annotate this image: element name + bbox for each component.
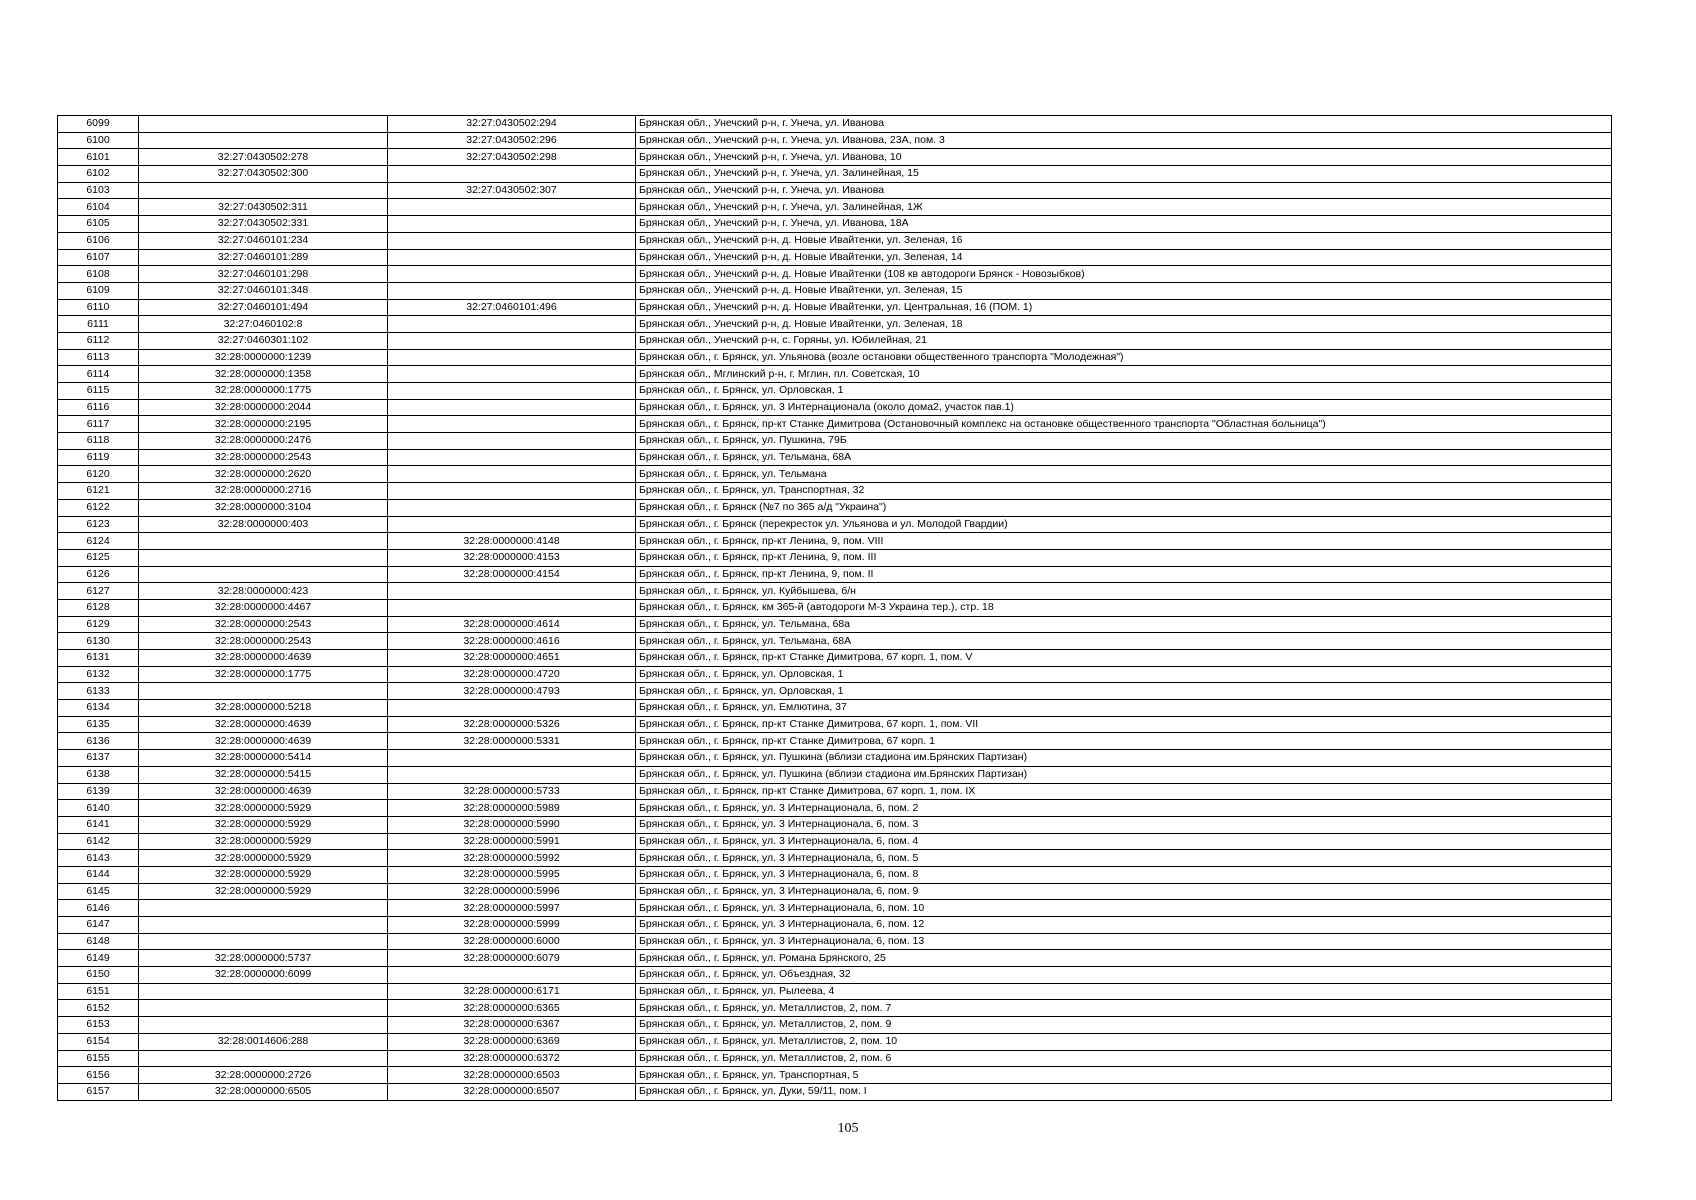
row-number-cell: 6114: [58, 366, 139, 383]
address-cell: Брянская обл., г. Брянск, ул. Романа Брянского, 25: [636, 950, 1612, 967]
land-cadastral-number-cell: 32:28:0000000:5414: [139, 750, 388, 767]
land-cadastral-number-cell: 32:28:0000000:5929: [139, 816, 388, 833]
object-cadastral-number-cell: 32:28:0000000:6079: [388, 950, 636, 967]
address-cell: Брянская обл., г. Брянск, ул. Ульянова (возле остановки общественного транспорта "Молодежная"): [636, 349, 1612, 366]
row-number-cell: 6113: [58, 349, 139, 366]
land-cadastral-number-cell: 32:28:0000000:5929: [139, 850, 388, 867]
object-cadastral-number-cell: [388, 750, 636, 767]
table-row: [58, 633, 1612, 650]
address-cell: Брянская обл., Унечский р-н, г. Унеча, ул. Иванова: [636, 182, 1612, 199]
table-row: [58, 116, 1612, 133]
address-cell: Брянская обл., Унечский р-н, д. Новые Ивайтенки, ул. Зеленая, 14: [636, 249, 1612, 266]
land-cadastral-number-cell: [139, 533, 388, 550]
land-cadastral-number-cell: [139, 900, 388, 917]
land-cadastral-number-cell: 32:28:0000000:423: [139, 583, 388, 600]
table-row: [58, 1017, 1612, 1034]
address-cell: Брянская обл., г. Брянск, пр-кт Станке Димитрова, 67 корп. 1, пом. V: [636, 650, 1612, 667]
address-cell: Брянская обл., Унечский р-н, г. Унеча, ул. Залинейная, 1Ж: [636, 199, 1612, 216]
address-cell: Брянская обл., г. Брянск, ул. Орловская, 1: [636, 383, 1612, 400]
land-cadastral-number-cell: 32:27:0460301:102: [139, 332, 388, 349]
table-row: [58, 299, 1612, 316]
object-cadastral-number-cell: [388, 232, 636, 249]
address-cell: Брянская обл., г. Брянск, ул. 3 Интернационала, 6, пом. 4: [636, 833, 1612, 850]
row-number-cell: 6129: [58, 616, 139, 633]
object-cadastral-number-cell: [388, 766, 636, 783]
land-cadastral-number-cell: 32:28:0000000:1358: [139, 366, 388, 383]
land-cadastral-number-cell: 32:27:0460101:348: [139, 282, 388, 299]
object-cadastral-number-cell: 32:28:0000000:5991: [388, 833, 636, 850]
row-number-cell: 6130: [58, 633, 139, 650]
object-cadastral-number-cell: 32:28:0000000:6372: [388, 1050, 636, 1067]
land-cadastral-number-cell: 32:28:0000000:5929: [139, 866, 388, 883]
row-number-cell: 6154: [58, 1033, 139, 1050]
address-cell: Брянская обл., Унечский р-н, г. Унеча, ул. Иванова, 10: [636, 149, 1612, 166]
table-row: [58, 483, 1612, 500]
table-row: [58, 366, 1612, 383]
land-cadastral-number-cell: 32:28:0000000:2543: [139, 633, 388, 650]
land-cadastral-number-cell: 32:28:0000000:4639: [139, 783, 388, 800]
object-cadastral-number-cell: 32:28:0000000:5995: [388, 866, 636, 883]
object-cadastral-number-cell: 32:28:0000000:6365: [388, 1000, 636, 1017]
table-row: [58, 182, 1612, 199]
address-cell: Брянская обл., г. Брянск, ул. 3 Интернационала, 6, пом. 12: [636, 917, 1612, 934]
land-cadastral-number-cell: 32:27:0430502:311: [139, 199, 388, 216]
land-cadastral-number-cell: [139, 116, 388, 133]
row-number-cell: 6117: [58, 416, 139, 433]
row-number-cell: 6099: [58, 116, 139, 133]
object-cadastral-number-cell: [388, 349, 636, 366]
row-number-cell: 6146: [58, 900, 139, 917]
table-row: [58, 332, 1612, 349]
object-cadastral-number-cell: [388, 316, 636, 333]
address-cell: Брянская обл., г. Брянск, ул. Пушкина (вблизи стадиона им.Брянских Партизан): [636, 766, 1612, 783]
land-cadastral-number-cell: 32:28:0014606:288: [139, 1033, 388, 1050]
object-cadastral-number-cell: [388, 282, 636, 299]
table-row: [58, 516, 1612, 533]
row-number-cell: 6136: [58, 733, 139, 750]
object-cadastral-number-cell: 32:28:0000000:5990: [388, 816, 636, 833]
land-cadastral-number-cell: 32:28:0000000:4639: [139, 716, 388, 733]
row-number-cell: 6124: [58, 533, 139, 550]
row-number-cell: 6144: [58, 866, 139, 883]
row-number-cell: 6157: [58, 1083, 139, 1100]
row-number-cell: 6152: [58, 1000, 139, 1017]
object-cadastral-number-cell: 32:28:0000000:5989: [388, 800, 636, 817]
table-row: [58, 349, 1612, 366]
row-number-cell: 6149: [58, 950, 139, 967]
object-cadastral-number-cell: [388, 383, 636, 400]
row-number-cell: 6108: [58, 266, 139, 283]
land-cadastral-number-cell: 32:28:0000000:2476: [139, 433, 388, 450]
land-cadastral-number-cell: 32:28:0000000:6505: [139, 1083, 388, 1100]
table-row: [58, 466, 1612, 483]
row-number-cell: 6139: [58, 783, 139, 800]
object-cadastral-number-cell: [388, 249, 636, 266]
address-cell: Брянская обл., г. Брянск (перекресток ул. Ульянова и ул. Молодой Гвардии): [636, 516, 1612, 533]
table-row: [58, 433, 1612, 450]
row-number-cell: 6105: [58, 216, 139, 233]
land-cadastral-number-cell: 32:28:0000000:5218: [139, 700, 388, 717]
table-row: [58, 650, 1612, 667]
address-cell: Брянская обл., Унечский р-н, д. Новые Ивайтенки (108 кв автодороги Брянск - Новозыбков): [636, 266, 1612, 283]
object-cadastral-number-cell: 32:27:0430502:296: [388, 132, 636, 149]
table-row: [58, 917, 1612, 934]
address-cell: Брянская обл., Унечский р-н, г. Унеча, ул. Иванова, 18А: [636, 216, 1612, 233]
land-cadastral-number-cell: 32:28:0000000:5929: [139, 833, 388, 850]
land-cadastral-number-cell: 32:28:0000000:5929: [139, 800, 388, 817]
land-cadastral-number-cell: 32:28:0000000:2195: [139, 416, 388, 433]
row-number-cell: 6131: [58, 650, 139, 667]
row-number-cell: 6137: [58, 750, 139, 767]
land-cadastral-number-cell: 32:28:0000000:4639: [139, 733, 388, 750]
object-cadastral-number-cell: [388, 216, 636, 233]
address-cell: Брянская обл., г. Брянск, пр-кт Станке Димитрова, 67 корп. 1, пом. IX: [636, 783, 1612, 800]
object-cadastral-number-cell: 32:28:0000000:6507: [388, 1083, 636, 1100]
address-cell: Брянская обл., Мглинский р-н, г. Мглин, пл. Советская, 10: [636, 366, 1612, 383]
row-number-cell: 6115: [58, 383, 139, 400]
row-number-cell: 6112: [58, 332, 139, 349]
object-cadastral-number-cell: 32:28:0000000:6369: [388, 1033, 636, 1050]
table-row: [58, 383, 1612, 400]
address-cell: Брянская обл., г. Брянск, ул. Транспортная, 32: [636, 483, 1612, 500]
land-cadastral-number-cell: [139, 983, 388, 1000]
land-cadastral-number-cell: [139, 1017, 388, 1034]
object-cadastral-number-cell: [388, 416, 636, 433]
object-cadastral-number-cell: [388, 332, 636, 349]
row-number-cell: 6128: [58, 599, 139, 616]
table-row: [58, 282, 1612, 299]
land-cadastral-number-cell: 32:28:0000000:2620: [139, 466, 388, 483]
table-row: [58, 1083, 1612, 1100]
table-row: [58, 883, 1612, 900]
land-cadastral-number-cell: [139, 566, 388, 583]
table-row: [58, 866, 1612, 883]
object-cadastral-number-cell: [388, 967, 636, 984]
row-number-cell: 6118: [58, 433, 139, 450]
row-number-cell: 6103: [58, 182, 139, 199]
row-number-cell: 6138: [58, 766, 139, 783]
address-cell: Брянская обл., г. Брянск, ул. Тельмана, 68А: [636, 449, 1612, 466]
table-row: [58, 616, 1612, 633]
object-cadastral-number-cell: 32:28:0000000:6171: [388, 983, 636, 1000]
object-cadastral-number-cell: 32:28:0000000:5997: [388, 900, 636, 917]
land-cadastral-number-cell: 32:28:0000000:3104: [139, 499, 388, 516]
object-cadastral-number-cell: 32:28:0000000:5996: [388, 883, 636, 900]
address-cell: Брянская обл., г. Брянск, ул. Металлистов, 2, пом. 6: [636, 1050, 1612, 1067]
row-number-cell: 6102: [58, 166, 139, 183]
land-cadastral-number-cell: 32:28:0000000:5929: [139, 883, 388, 900]
address-cell: Брянская обл., г. Брянск, ул. Тельмана: [636, 466, 1612, 483]
row-number-cell: 6100: [58, 132, 139, 149]
address-cell: Брянская обл., г. Брянск, пр-кт Станке Димитрова (Остановочный комплекс на остановке общественного транспорта "Областная больница"): [636, 416, 1612, 433]
table-row: [58, 816, 1612, 833]
land-cadastral-number-cell: 32:28:0000000:2044: [139, 399, 388, 416]
row-number-cell: 6153: [58, 1017, 139, 1034]
address-cell: Брянская обл., г. Брянск, пр-кт Станке Димитрова, 67 корп. 1: [636, 733, 1612, 750]
table-row: [58, 166, 1612, 183]
table-row: [58, 950, 1612, 967]
land-cadastral-number-cell: 32:28:0000000:403: [139, 516, 388, 533]
land-cadastral-number-cell: [139, 182, 388, 199]
address-cell: Брянская обл., г. Брянск, ул. Емлютина, 37: [636, 700, 1612, 717]
address-cell: Брянская обл., Унечский р-н, г. Унеча, ул. Залинейная, 15: [636, 166, 1612, 183]
row-number-cell: 6110: [58, 299, 139, 316]
address-cell: Брянская обл., г. Брянск, ул. Пушкина, 79Б: [636, 433, 1612, 450]
address-cell: Брянская обл., г. Брянск, ул. Транспортная, 5: [636, 1067, 1612, 1084]
object-cadastral-number-cell: [388, 449, 636, 466]
table-row: [58, 533, 1612, 550]
table-row: [58, 716, 1612, 733]
object-cadastral-number-cell: [388, 599, 636, 616]
row-number-cell: 6156: [58, 1067, 139, 1084]
table-row: [58, 549, 1612, 566]
object-cadastral-number-cell: 32:27:0430502:294: [388, 116, 636, 133]
land-cadastral-number-cell: 32:27:0460101:289: [139, 249, 388, 266]
object-cadastral-number-cell: 32:28:0000000:6503: [388, 1067, 636, 1084]
row-number-cell: 6106: [58, 232, 139, 249]
row-number-cell: 6133: [58, 683, 139, 700]
row-number-cell: 6109: [58, 282, 139, 299]
address-cell: Брянская обл., Унечский р-н, г. Унеча, ул. Иванова, 23А, пом. 3: [636, 132, 1612, 149]
address-cell: Брянская обл., г. Брянск, пр-кт Ленина, 9, пом. III: [636, 549, 1612, 566]
land-cadastral-number-cell: [139, 1000, 388, 1017]
address-cell: Брянская обл., г. Брянск, ул. Дуки, 59/11, пом. I: [636, 1083, 1612, 1100]
object-cadastral-number-cell: 32:28:0000000:4720: [388, 666, 636, 683]
object-cadastral-number-cell: 32:28:0000000:4154: [388, 566, 636, 583]
object-cadastral-number-cell: [388, 700, 636, 717]
address-cell: Брянская обл., г. Брянск, ул. Тельмана, 68А: [636, 633, 1612, 650]
land-cadastral-number-cell: 32:28:0000000:5737: [139, 950, 388, 967]
land-cadastral-number-cell: 32:28:0000000:2726: [139, 1067, 388, 1084]
object-cadastral-number-cell: [388, 583, 636, 600]
object-cadastral-number-cell: 32:27:0430502:307: [388, 182, 636, 199]
address-cell: Брянская обл., г. Брянск, ул. 3 Интернационала, 6, пом. 5: [636, 850, 1612, 867]
address-cell: Брянская обл., г. Брянск, ул. Куйбышева, б/н: [636, 583, 1612, 600]
table-row: [58, 599, 1612, 616]
object-cadastral-number-cell: 32:28:0000000:4614: [388, 616, 636, 633]
row-number-cell: 6104: [58, 199, 139, 216]
row-number-cell: 6127: [58, 583, 139, 600]
row-number-cell: 6150: [58, 967, 139, 984]
object-cadastral-number-cell: 32:28:0000000:4793: [388, 683, 636, 700]
address-cell: Брянская обл., Унечский р-н, д. Новые Ивайтенки, ул. Центральная, 16 (ПОМ. 1): [636, 299, 1612, 316]
table-row: [58, 700, 1612, 717]
registry-sheet: [57, 115, 1611, 1101]
address-cell: Брянская обл., г. Брянск, ул. Объездная, 32: [636, 967, 1612, 984]
table-row: [58, 1067, 1612, 1084]
object-cadastral-number-cell: [388, 399, 636, 416]
object-cadastral-number-cell: 32:28:0000000:4153: [388, 549, 636, 566]
object-cadastral-number-cell: 32:28:0000000:5992: [388, 850, 636, 867]
table-row: [58, 583, 1612, 600]
land-cadastral-number-cell: 32:28:0000000:1775: [139, 383, 388, 400]
address-cell: Брянская обл., г. Брянск, ул. 3 Интернационала (около дома2, участок пав.1): [636, 399, 1612, 416]
row-number-cell: 6101: [58, 149, 139, 166]
table-row: [58, 766, 1612, 783]
object-cadastral-number-cell: [388, 499, 636, 516]
address-cell: Брянская обл., г. Брянск, пр-кт Ленина, 9, пом. VIII: [636, 533, 1612, 550]
table-row: [58, 216, 1612, 233]
row-number-cell: 6116: [58, 399, 139, 416]
row-number-cell: 6132: [58, 666, 139, 683]
row-number-cell: 6121: [58, 483, 139, 500]
object-cadastral-number-cell: 32:28:0000000:6000: [388, 933, 636, 950]
table-row: [58, 1033, 1612, 1050]
table-row: [58, 232, 1612, 249]
table-row: [58, 449, 1612, 466]
address-cell: Брянская обл., г. Брянск, ул. Металлистов, 2, пом. 10: [636, 1033, 1612, 1050]
land-cadastral-number-cell: 32:27:0430502:300: [139, 166, 388, 183]
object-cadastral-number-cell: [388, 466, 636, 483]
address-cell: Брянская обл., г. Брянск, ул. Металлистов, 2, пом. 9: [636, 1017, 1612, 1034]
address-cell: Брянская обл., г. Брянск, ул. Рылеева, 4: [636, 983, 1612, 1000]
registry-table: [57, 115, 1612, 1101]
page-number: 105: [837, 1121, 859, 1136]
table-row: [58, 933, 1612, 950]
address-cell: Брянская обл., г. Брянск, ул. Металлистов, 2, пом. 7: [636, 1000, 1612, 1017]
table-row: [58, 750, 1612, 767]
table-row: [58, 800, 1612, 817]
object-cadastral-number-cell: [388, 166, 636, 183]
table-row: [58, 900, 1612, 917]
object-cadastral-number-cell: 32:28:0000000:4148: [388, 533, 636, 550]
table-row: [58, 316, 1612, 333]
row-number-cell: 6141: [58, 816, 139, 833]
table-row: [58, 967, 1612, 984]
land-cadastral-number-cell: 32:28:0000000:2543: [139, 616, 388, 633]
row-number-cell: 6151: [58, 983, 139, 1000]
row-number-cell: 6142: [58, 833, 139, 850]
table-row: [58, 983, 1612, 1000]
object-cadastral-number-cell: 32:27:0460101:496: [388, 299, 636, 316]
object-cadastral-number-cell: 32:27:0430502:298: [388, 149, 636, 166]
table-row: [58, 733, 1612, 750]
row-number-cell: 6143: [58, 850, 139, 867]
object-cadastral-number-cell: [388, 483, 636, 500]
land-cadastral-number-cell: 32:28:0000000:5415: [139, 766, 388, 783]
row-number-cell: 6140: [58, 800, 139, 817]
object-cadastral-number-cell: [388, 366, 636, 383]
land-cadastral-number-cell: [139, 132, 388, 149]
land-cadastral-number-cell: 32:27:0430502:278: [139, 149, 388, 166]
address-cell: Брянская обл., г. Брянск, ул. 3 Интернационала, 6, пом. 9: [636, 883, 1612, 900]
address-cell: Брянская обл., г. Брянск, ул. Орловская, 1: [636, 683, 1612, 700]
row-number-cell: 6123: [58, 516, 139, 533]
land-cadastral-number-cell: [139, 933, 388, 950]
row-number-cell: 6155: [58, 1050, 139, 1067]
address-cell: Брянская обл., г. Брянск, ул. Орловская, 1: [636, 666, 1612, 683]
table-row: [58, 199, 1612, 216]
address-cell: Брянская обл., Унечский р-н, с. Горяны, ул. Юбилейная, 21: [636, 332, 1612, 349]
address-cell: Брянская обл., г. Брянск, пр-кт Ленина, 9, пом. II: [636, 566, 1612, 583]
object-cadastral-number-cell: 32:28:0000000:6367: [388, 1017, 636, 1034]
object-cadastral-number-cell: 32:28:0000000:4651: [388, 650, 636, 667]
row-number-cell: 6107: [58, 249, 139, 266]
address-cell: Брянская обл., г. Брянск, км 365-й (автодороги М-3 Украина тер.), стр. 18: [636, 599, 1612, 616]
object-cadastral-number-cell: [388, 199, 636, 216]
row-number-cell: 6125: [58, 549, 139, 566]
address-cell: Брянская обл., г. Брянск, пр-кт Станке Димитрова, 67 корп. 1, пом. VII: [636, 716, 1612, 733]
land-cadastral-number-cell: 32:27:0430502:331: [139, 216, 388, 233]
object-cadastral-number-cell: [388, 433, 636, 450]
table-row: [58, 399, 1612, 416]
table-row: [58, 249, 1612, 266]
object-cadastral-number-cell: 32:28:0000000:5999: [388, 917, 636, 934]
land-cadastral-number-cell: [139, 683, 388, 700]
table-row: [58, 783, 1612, 800]
object-cadastral-number-cell: [388, 266, 636, 283]
land-cadastral-number-cell: [139, 549, 388, 566]
table-row: [58, 666, 1612, 683]
land-cadastral-number-cell: 32:28:0000000:4467: [139, 599, 388, 616]
row-number-cell: 6135: [58, 716, 139, 733]
land-cadastral-number-cell: 32:27:0460101:298: [139, 266, 388, 283]
table-row: [58, 149, 1612, 166]
land-cadastral-number-cell: 32:28:0000000:4639: [139, 650, 388, 667]
land-cadastral-number-cell: 32:28:0000000:6099: [139, 967, 388, 984]
land-cadastral-number-cell: 32:28:0000000:2716: [139, 483, 388, 500]
table-row: [58, 499, 1612, 516]
table-row: [58, 1000, 1612, 1017]
row-number-cell: 6111: [58, 316, 139, 333]
address-cell: Брянская обл., Унечский р-н, д. Новые Ивайтенки, ул. Зеленая, 15: [636, 282, 1612, 299]
row-number-cell: 6126: [58, 566, 139, 583]
registry-table-body: [58, 116, 1612, 1101]
address-cell: Брянская обл., г. Брянск, ул. Тельмана, 68а: [636, 616, 1612, 633]
table-row: [58, 566, 1612, 583]
address-cell: Брянская обл., Унечский р-н, д. Новые Ивайтенки, ул. Зеленая, 18: [636, 316, 1612, 333]
land-cadastral-number-cell: 32:28:0000000:1239: [139, 349, 388, 366]
address-cell: Брянская обл., Унечский р-н, г. Унеча, ул. Иванова: [636, 116, 1612, 133]
address-cell: Брянская обл., г. Брянск, ул. 3 Интернационала, 6, пом. 2: [636, 800, 1612, 817]
object-cadastral-number-cell: 32:28:0000000:5331: [388, 733, 636, 750]
table-row: [58, 266, 1612, 283]
table-row: [58, 416, 1612, 433]
row-number-cell: 6147: [58, 917, 139, 934]
table-row: [58, 132, 1612, 149]
row-number-cell: 6148: [58, 933, 139, 950]
address-cell: Брянская обл., г. Брянск, ул. 3 Интернационала, 6, пом. 3: [636, 816, 1612, 833]
row-number-cell: 6119: [58, 449, 139, 466]
object-cadastral-number-cell: 32:28:0000000:5326: [388, 716, 636, 733]
row-number-cell: 6122: [58, 499, 139, 516]
address-cell: Брянская обл., г. Брянск, ул. Пушкина (вблизи стадиона им.Брянских Партизан): [636, 750, 1612, 767]
row-number-cell: 6120: [58, 466, 139, 483]
land-cadastral-number-cell: 32:27:0460101:234: [139, 232, 388, 249]
land-cadastral-number-cell: 32:28:0000000:1775: [139, 666, 388, 683]
land-cadastral-number-cell: [139, 1050, 388, 1067]
address-cell: Брянская обл., г. Брянск (№7 по 365 а/д "Украина"): [636, 499, 1612, 516]
table-row: [58, 833, 1612, 850]
table-row: [58, 850, 1612, 867]
object-cadastral-number-cell: 32:28:0000000:5733: [388, 783, 636, 800]
address-cell: Брянская обл., г. Брянск, ул. 3 Интернационала, 6, пом. 13: [636, 933, 1612, 950]
table-row: [58, 683, 1612, 700]
land-cadastral-number-cell: 32:27:0460101:494: [139, 299, 388, 316]
address-cell: Брянская обл., Унечский р-н, д. Новые Ивайтенки, ул. Зеленая, 16: [636, 232, 1612, 249]
row-number-cell: 6145: [58, 883, 139, 900]
object-cadastral-number-cell: [388, 516, 636, 533]
row-number-cell: 6134: [58, 700, 139, 717]
object-cadastral-number-cell: 32:28:0000000:4616: [388, 633, 636, 650]
address-cell: Брянская обл., г. Брянск, ул. 3 Интернационала, 6, пом. 10: [636, 900, 1612, 917]
address-cell: Брянская обл., г. Брянск, ул. 3 Интернационала, 6, пом. 8: [636, 866, 1612, 883]
table-row: [58, 1050, 1612, 1067]
land-cadastral-number-cell: 32:28:0000000:2543: [139, 449, 388, 466]
land-cadastral-number-cell: [139, 917, 388, 934]
land-cadastral-number-cell: 32:27:0460102:8: [139, 316, 388, 333]
